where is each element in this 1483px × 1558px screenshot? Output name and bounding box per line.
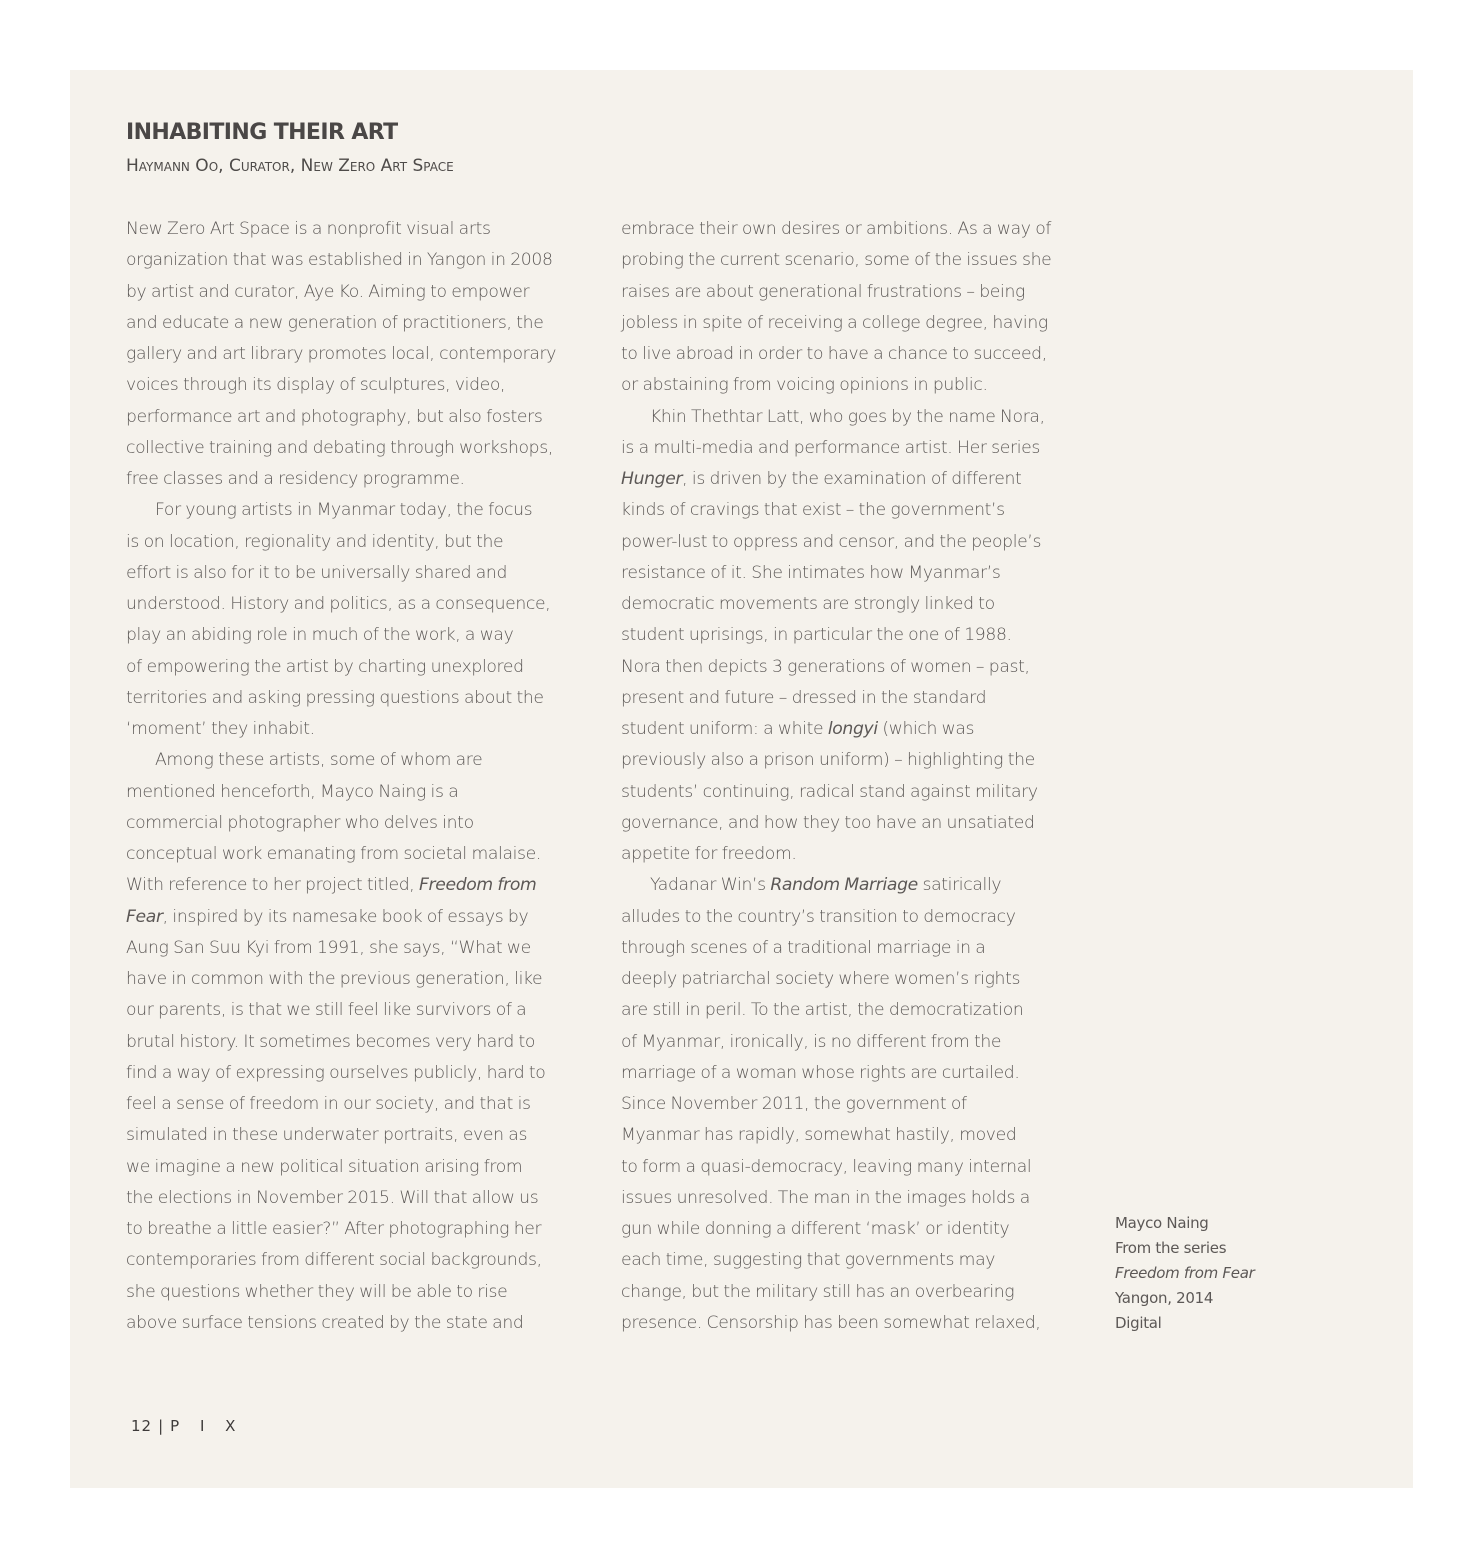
text-line: of Myanmar, ironically, is no different from the xyxy=(621,1031,1002,1052)
text-line xyxy=(126,870,596,901)
text-line: to live abroad in order to have a chance to succeed, xyxy=(621,344,1047,364)
text-line: simulated in these underwater portraits, even as xyxy=(126,1125,528,1146)
text-line: jobless in spite of receiving a college degree, having xyxy=(621,312,1048,333)
text-line: are still in peril. To the artist, the democratization xyxy=(621,1000,1024,1021)
text-line: free classes and a residency programme. xyxy=(126,469,465,489)
text-line: performance art and photography, but also fosters xyxy=(126,406,543,427)
text-line: voices through its display of sculptures, video, xyxy=(126,375,506,396)
text-line: New Zero Art Space is a nonprofit visual arts xyxy=(126,219,491,239)
magazine-page xyxy=(70,70,1413,1488)
text-line: mentioned henceforth, Mayco Naing is a xyxy=(126,781,459,802)
text-run: , inspired by its namesake book of essays by xyxy=(162,906,529,927)
text-line: Among these artists, some of whom are xyxy=(155,750,483,771)
text-line: ‘moment’ they inhabit. xyxy=(126,719,315,739)
text-line: our parents, is that we still feel like survivors of a xyxy=(126,1000,527,1021)
text-line: deeply patriarchal society where women’s rights xyxy=(621,969,1021,989)
text-line: above surface tensions created by the state and xyxy=(126,1312,524,1333)
caption-medium: Digital xyxy=(1115,1314,1162,1332)
italic-title: Fear xyxy=(126,906,163,927)
text-line: each time, suggesting that governments may xyxy=(621,1250,996,1271)
text-line: collective training and debating through workshops, xyxy=(126,437,553,458)
italic-title: Freedom from xyxy=(419,875,537,896)
text-line: democratic movements are strongly linked to xyxy=(621,594,995,614)
text-line: change, but the military still has an overbearing xyxy=(621,1281,1015,1302)
text-line: have in common with the previous generation, like xyxy=(126,969,543,989)
text-line: understood. History and politics, as a consequence, xyxy=(126,594,551,614)
caption-artist: Mayco Naing xyxy=(1115,1214,1209,1232)
text-line: Since November 2011, the government of xyxy=(621,1094,967,1114)
text-line: marriage of a woman whose rights are curtailed. xyxy=(621,1062,1020,1083)
body-column-left xyxy=(126,214,596,1339)
text-line: conceptual work emanating from societal malaise. xyxy=(126,844,542,864)
text-line: embrace their own desires or ambitions. As a way of xyxy=(621,219,1052,239)
text-line: Myanmar has rapidly, somewhat hastily, moved xyxy=(621,1125,1017,1146)
text-run: , is driven by the examination of different xyxy=(682,469,1022,489)
image-caption xyxy=(1115,1211,1254,1336)
text-line: raises are about generational frustrations – being xyxy=(621,281,1025,302)
text-line: of empowering the artist by charting unexplored xyxy=(126,656,524,677)
text-line: or abstaining from voicing opinions in public. xyxy=(621,375,988,396)
text-run: (which was xyxy=(877,719,975,739)
text-line: kinds of cravings that exist – the government’s xyxy=(621,500,1005,521)
text-line: is on location, regionality and identity, but the xyxy=(126,531,504,552)
page-folio xyxy=(131,1416,243,1436)
text-line xyxy=(621,870,1091,901)
article-byline: Haymann Oo, Curator, New Zero Art Space xyxy=(126,156,454,176)
text-line: alludes to the country’s transition to democracy xyxy=(621,906,1016,927)
caption-series-label: From the series xyxy=(1115,1239,1227,1257)
text-run: satirically xyxy=(917,875,1002,896)
text-line: gun while donning a different ‘mask’ or identity xyxy=(621,1219,1010,1239)
italic-title: Random Marriage xyxy=(770,875,918,896)
text-line: play an abiding role in much of the work, a way xyxy=(126,625,514,646)
text-line: student uprisings, in particular the one of 1988. xyxy=(621,625,1012,646)
text-run: Yadanar Win’s xyxy=(650,875,771,896)
italic-title: longyi xyxy=(827,719,878,739)
text-line xyxy=(126,902,596,933)
text-line: power-lust to oppress and censor, and the people’s xyxy=(621,531,1042,552)
text-line: For young artists in Myanmar today, the focus xyxy=(155,500,533,521)
text-line: present and future – dressed in the standard xyxy=(621,687,987,708)
text-line: Khin Thethtar Latt, who goes by the name Nora, xyxy=(650,406,1045,427)
text-line: commercial photographer who delves into xyxy=(126,812,474,833)
publication-name: P I X xyxy=(170,1417,244,1435)
text-line: effort is also for it to be universally shared and xyxy=(126,562,508,583)
folio-separator: | xyxy=(158,1417,165,1435)
text-line: resistance of it. She intimates how Myanmar’s xyxy=(621,562,1001,583)
text-line: through scenes of a traditional marriage in a xyxy=(621,937,986,958)
text-line: appetite for freedom. xyxy=(621,844,797,864)
text-line: to breathe a little easier?” After photographing her xyxy=(126,1219,542,1239)
text-line: is a multi-media and performance artist. Her series xyxy=(621,437,1040,458)
text-line xyxy=(621,714,1091,745)
text-line: previously also a prison uniform) – highlighting the xyxy=(621,750,1035,771)
text-line: contemporaries from different social backgrounds, xyxy=(126,1250,542,1271)
text-line: to form a quasi-democracy, leaving many internal xyxy=(621,1156,1032,1177)
text-line: brutal history. It sometimes becomes very hard to xyxy=(126,1031,536,1052)
text-line: and educate a new generation of practitioners, the xyxy=(126,312,544,333)
caption-place-year: Yangon, 2014 xyxy=(1115,1289,1214,1307)
caption-series-title: Freedom from Fear xyxy=(1115,1264,1255,1282)
text-line: issues unresolved. The man in the images holds a xyxy=(621,1187,1030,1208)
text-line: governance, and how they too have an unsatiated xyxy=(621,812,1035,833)
text-line: we imagine a new political situation arising from xyxy=(126,1156,523,1177)
article-title: INHABITING THEIR ART xyxy=(126,120,398,145)
text-line: by artist and curator, Aye Ko. Aiming to empower xyxy=(126,281,530,302)
text-line: presence. Censorship has been somewhat relaxed, xyxy=(621,1312,1041,1333)
text-line: gallery and art library promotes local, contemporary xyxy=(126,344,557,364)
body-column-right xyxy=(621,214,1091,1339)
text-line: probing the current scenario, some of the issues she xyxy=(621,250,1052,271)
text-run: student uniform: a white xyxy=(621,719,828,739)
text-line: students’ continuing, radical stand against military xyxy=(621,781,1038,802)
text-line: territories and asking pressing questions about the xyxy=(126,687,544,708)
text-line: Aung San Suu Kyi from 1991, she says, “What we xyxy=(126,937,531,958)
text-line: Nora then depicts 3 generations of women – past, xyxy=(621,656,1030,677)
text-line xyxy=(621,464,1091,495)
text-line: find a way of expressing ourselves publicly, hard to xyxy=(126,1062,546,1083)
text-line: she questions whether they will be able to rise xyxy=(126,1281,508,1302)
text-line: the elections in November 2015. Will that allow us xyxy=(126,1187,539,1208)
italic-title: Hunger xyxy=(621,469,683,489)
text-line: organization that was established in Yangon in 2008 xyxy=(126,250,553,271)
text-run: With reference to her project titled, xyxy=(126,875,419,896)
text-line: feel a sense of freedom in our society, and that is xyxy=(126,1094,531,1114)
page-number: 12 xyxy=(131,1417,153,1435)
